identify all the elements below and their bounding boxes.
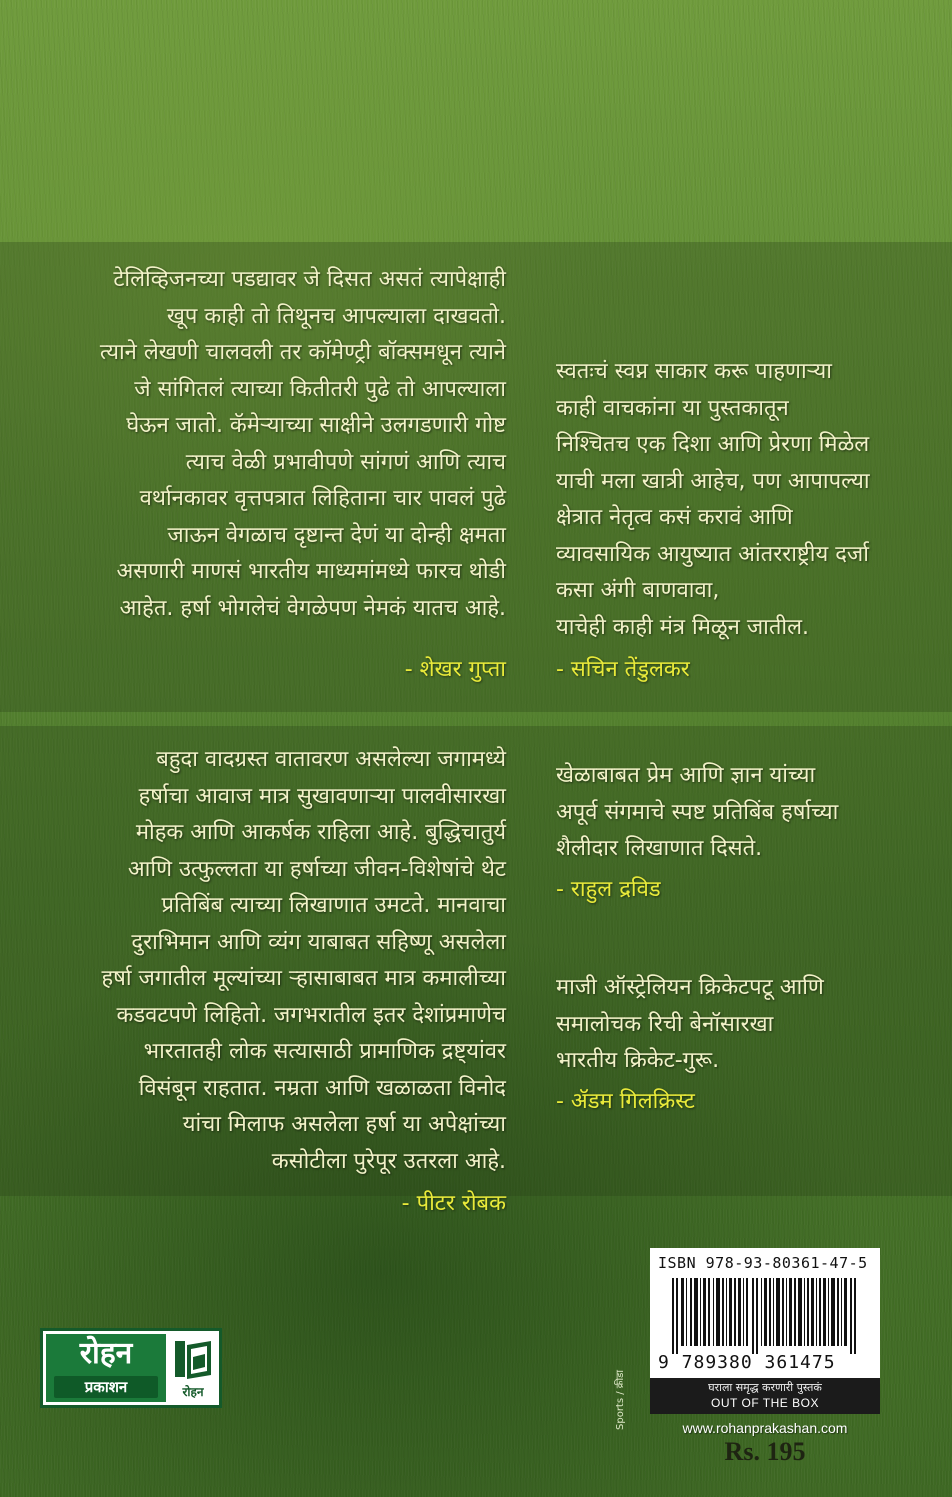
price-label: Rs. 195 xyxy=(724,1437,806,1466)
quote-line: घेऊन जातो. कॅमेऱ्याच्या साक्षीने उलगडणारी गोष्ट xyxy=(126,413,506,438)
quote-line: काही वाचकांना या पुस्तकातून xyxy=(556,395,789,421)
quote-line: प्रतिबिंब त्याच्या लिखाणात उमटते. मानवाचा xyxy=(161,893,506,918)
quote-line: मोहक आणि आकर्षक राहिला आहे. बुद्धिचातुर्य xyxy=(135,820,506,845)
category-label: Sports / क्रीडा xyxy=(615,1370,626,1430)
quote-line: कसा अंगी बाणवावा, xyxy=(556,578,720,603)
barcode-panel xyxy=(650,1248,880,1378)
quote-rahul-dravid xyxy=(556,758,838,868)
quote-line: जे सांगितलं त्याच्या कितीतरी पुढे तो आपल्याला xyxy=(134,376,506,402)
barcode-graphic xyxy=(658,1278,872,1354)
publisher-small-mark: रोहन xyxy=(182,1385,204,1399)
attribution-adam-gilchrist: - ॲडम गिलक्रिस्ट xyxy=(556,1089,695,1114)
quote-line: त्याच वेळी प्रभावीपणे सांगणं आणि त्याच xyxy=(185,449,506,475)
quote-line: अपूर्व संगमाचे स्पष्ट प्रतिबिंब हर्षाच्या xyxy=(556,799,839,825)
quote-sachin-tendulkar xyxy=(556,354,870,646)
publisher-logo xyxy=(40,1328,222,1408)
quote-line: दुराभिमान आणि व्यंग याबाबत सहिष्णू असलेला xyxy=(131,929,506,955)
quote-peter-roebuck xyxy=(101,742,506,1180)
tagline-box xyxy=(650,1378,880,1414)
quote-line: आहेत. हर्षा भोगलेचं वेगळेपण नेमकं यातच आहे. xyxy=(119,595,506,621)
quote-line: टेलिव्हिजनच्या पडद्यावर जे दिसत असतं त्यापेक्षाही xyxy=(113,267,506,292)
quote-line: निश्चितच एक दिशा आणि प्रेरणा मिळेल xyxy=(556,432,870,457)
quote-line: क्षेत्रात नेतृत्व कसं करावं आणि xyxy=(556,505,793,530)
quote-line: यांचा मिलाफ असलेला हर्षा या अपेक्षांच्या xyxy=(182,1112,506,1137)
quote-line: स्वतःचं स्वप्न साकार करू पाहणाऱ्या xyxy=(556,359,832,384)
quote-line: भारतातही लोक सत्यासाठी प्रामाणिक द्रष्ट्यांवर xyxy=(143,1039,506,1064)
quote-line: खूप काही तो तिथूनच आपल्याला दाखवतो. xyxy=(166,303,506,329)
quote-line: हर्षा जगातील मूल्यांच्या ऱ्हासाबाबत मात्र कमालीच्या xyxy=(101,966,506,991)
quote-line: बहुदा वादग्रस्त वातावरण असलेल्या जगामध्ये xyxy=(156,747,506,772)
attribution-peter-roebuck: - पीटर रोबक xyxy=(401,1191,506,1216)
attribution-shekhar-gupta: - शेखर गुप्ता xyxy=(404,657,506,682)
quote-line: कडवटपणे लिहितो. जगभरातील इतर देशांप्रमाणेच xyxy=(116,1002,506,1028)
quote-shekhar-gupta xyxy=(100,262,506,627)
quote-line: वर्थानकावर वृत्तपत्रात लिहिताना चार पावलं पुढे xyxy=(139,486,506,511)
quote-adam-gilchrist xyxy=(556,970,824,1080)
quote-line: माजी ऑस्ट्रेलियन क्रिकेटपटू आणि xyxy=(556,975,824,1000)
quote-line: व्यावसायिक आयुष्यात आंतरराष्ट्रीय दर्जा xyxy=(556,541,869,567)
attribution-sachin-tendulkar: - सचिन तेंडुलकर xyxy=(556,657,690,682)
quote-line: त्याने लेखणी चालवली तर कॉमेण्ट्री बॉक्समधून त्याने xyxy=(99,340,506,365)
publisher-name: रोहन xyxy=(79,1336,133,1371)
quote-line: आणि उत्फुल्लता या हर्षाच्या जीवन-विशेषांचे थेट xyxy=(127,856,506,882)
barcode-number: 9 789380 361475 xyxy=(658,1352,836,1373)
quote-line: जाऊन वेगळाच दृष्टान्त देणं या दोन्ही क्षमता xyxy=(167,522,506,548)
tagline-english: OUT OF THE BOX xyxy=(711,1396,819,1410)
book-icon xyxy=(171,1337,215,1381)
quote-line: याचेही काही मंत्र मिळून जातील. xyxy=(556,614,810,640)
quote-line: भारतीय क्रिकेट-गुरू. xyxy=(556,1048,720,1073)
quote-line: समालोचक रिची बेनॉसारखा xyxy=(556,1011,774,1037)
quote-line: असणारी माणसं भारतीय माध्यमांमध्ये फारच थोडी xyxy=(116,559,506,584)
attribution-rahul-dravid: - राहुल द्रविड xyxy=(556,877,661,902)
quote-line: विसंबून राहतात. नम्रता आणि खळाळता विनोद xyxy=(138,1075,506,1101)
quote-line: याची मला खात्री आहेच, पण आपापल्या xyxy=(556,468,870,494)
tagline-marathi: घराला समृद्ध करणारी पुस्तकं xyxy=(708,1381,822,1394)
publisher-sub: प्रकाशन xyxy=(54,1376,158,1398)
quote-line: हर्षाचा आवाज मात्र सुखावणाऱ्या पालवीसारखा xyxy=(138,783,506,809)
quote-line: कसोटीला पुरेपूर उतरला आहे. xyxy=(271,1148,506,1174)
isbn-text: ISBN 978-93-80361-47-5 xyxy=(658,1254,868,1272)
quote-line: शैलीदार लिखाणात दिसते. xyxy=(556,836,763,861)
logo-green-panel xyxy=(46,1334,166,1402)
website-url: www.rohanprakashan.com xyxy=(682,1420,848,1436)
quote-line: खेळाबाबत प्रेम आणि ज्ञान यांच्या xyxy=(556,763,816,788)
